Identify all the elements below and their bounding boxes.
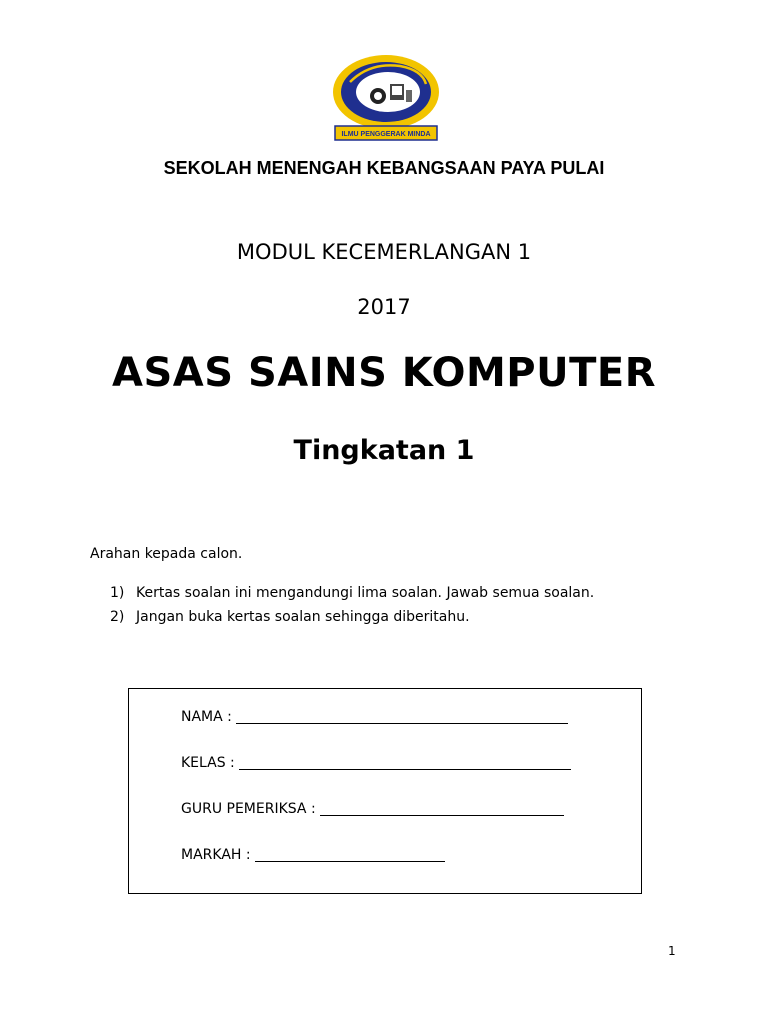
year: 2017 bbox=[357, 295, 411, 319]
nama-label: NAMA : bbox=[181, 709, 232, 725]
school-logo bbox=[330, 52, 442, 144]
markah-field[interactable] bbox=[181, 847, 445, 863]
form-level: Tingkatan 1 bbox=[293, 435, 475, 466]
instruction-item bbox=[110, 585, 594, 601]
subject-title: ASAS SAINS KOMPUTER bbox=[111, 350, 657, 396]
kelas-line[interactable] bbox=[239, 755, 571, 770]
nama-line[interactable] bbox=[236, 709, 568, 724]
kelas-field[interactable] bbox=[181, 755, 571, 771]
module-title: MODUL KECEMERLANGAN 1 bbox=[236, 240, 532, 264]
kelas-label: KELAS : bbox=[181, 755, 235, 771]
school-name: SEKOLAH MENENGAH KEBANGSAAN PAYA PULAI bbox=[163, 158, 605, 178]
guru-line[interactable] bbox=[320, 801, 564, 816]
guru-label: GURU PEMERIKSA : bbox=[181, 801, 316, 817]
instruction-text: Jangan buka kertas soalan sehingga diberitahu. bbox=[136, 609, 470, 625]
instructions-heading: Arahan kepada calon. bbox=[90, 546, 243, 562]
instruction-number: 1) bbox=[110, 585, 125, 601]
instructions-list bbox=[110, 585, 594, 633]
student-info-box bbox=[128, 688, 642, 894]
instruction-item bbox=[110, 609, 594, 625]
nama-field[interactable] bbox=[181, 709, 568, 725]
logo-ribbon-text: ILMU PENGGERAK MINDA bbox=[341, 131, 431, 138]
instruction-text: Kertas soalan ini mengandungi lima soalan. Jawab semua soalan. bbox=[136, 585, 595, 601]
instruction-number: 2) bbox=[110, 609, 125, 625]
guru-field[interactable] bbox=[181, 801, 564, 817]
markah-line[interactable] bbox=[255, 847, 445, 862]
markah-label: MARKAH : bbox=[181, 847, 251, 863]
page-number: 1 bbox=[668, 944, 676, 958]
